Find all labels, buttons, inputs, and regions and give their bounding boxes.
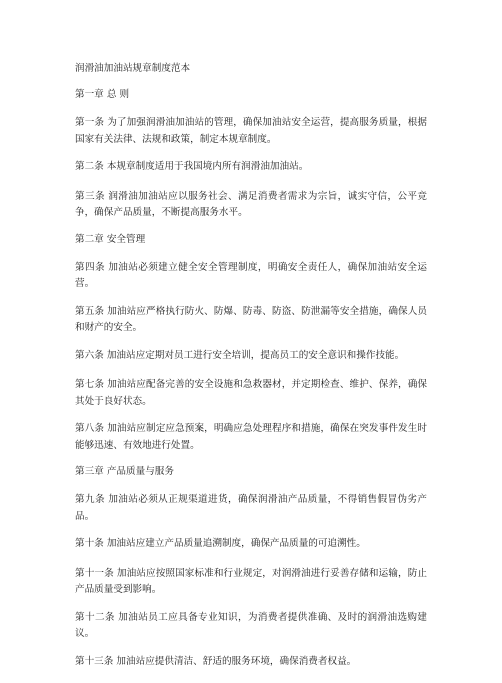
article-6: 第六条 加油站应定期对员工进行安全培训，提高员工的安全意识和操作技能。 [75, 349, 405, 361]
article-13: 第十三条 加油站应提供清洁、舒适的服务环境，确保消费者权益。 [75, 655, 357, 667]
article-10: 第十条 加油站应建立产品质量追溯制度，确保产品质量的可追溯性。 [75, 538, 366, 549]
article-5: 第五条 加油站应严格执行防火、防爆、防毒、防盗、防泄漏等安全措施，确保人员和财产的安全。 [75, 305, 427, 333]
article-3: 第三条 润滑油加油站应以服务社会、满足消费者需求为宗旨，诚实守信，公平竞争，确保产品质量，不断提高服务水平。 [75, 190, 427, 218]
article-9: 第九条 加油站必须从正规渠道进货，确保润滑油产品质量，不得销售假冒伪劣产品。 [75, 494, 427, 522]
article-7: 第七条 加油站应配备完善的安全设施和急救器材，并定期检查、维护、保养，确保其处于良好状态。 [75, 379, 427, 407]
article-11: 第十一条 加油站应按照国家标准和行业规定，对润滑油进行妥善存储和运输，防止产品质量受到影响。 [75, 567, 427, 595]
chapter-3-heading: 第三章 产品质量与服务 [75, 466, 174, 477]
document-title: 润滑油加油站规章制度范本 [75, 63, 191, 74]
document-page [75, 62, 427, 683]
article-8: 第八条 加油站应制定应急预案，明确应急处理程序和措施，确保在突发事件发生时能够迅速、有效地进行处置。 [75, 423, 427, 451]
chapter-1-heading: 第一章 总 则 [75, 89, 130, 100]
article-1: 第一条 为了加强润滑油加油站的管理，确保加油站安全运营，提高服务质量，根据国家有关法律、法规和政策，制定本规章制度。 [75, 117, 427, 145]
article-4: 第四条 加油站必须建立健全安全管理制度，明确安全责任人，确保加油站安全运营。 [75, 261, 427, 289]
chapter-2-heading: 第二章 安全管理 [75, 233, 146, 245]
article-2: 第二条 本规章制度适用于我国境内所有润滑油加油站。 [75, 161, 309, 172]
article-12: 第十二条 加油站员工应具备专业知识，为消费者提供准确、及时的润滑油选购建议。 [75, 611, 427, 639]
